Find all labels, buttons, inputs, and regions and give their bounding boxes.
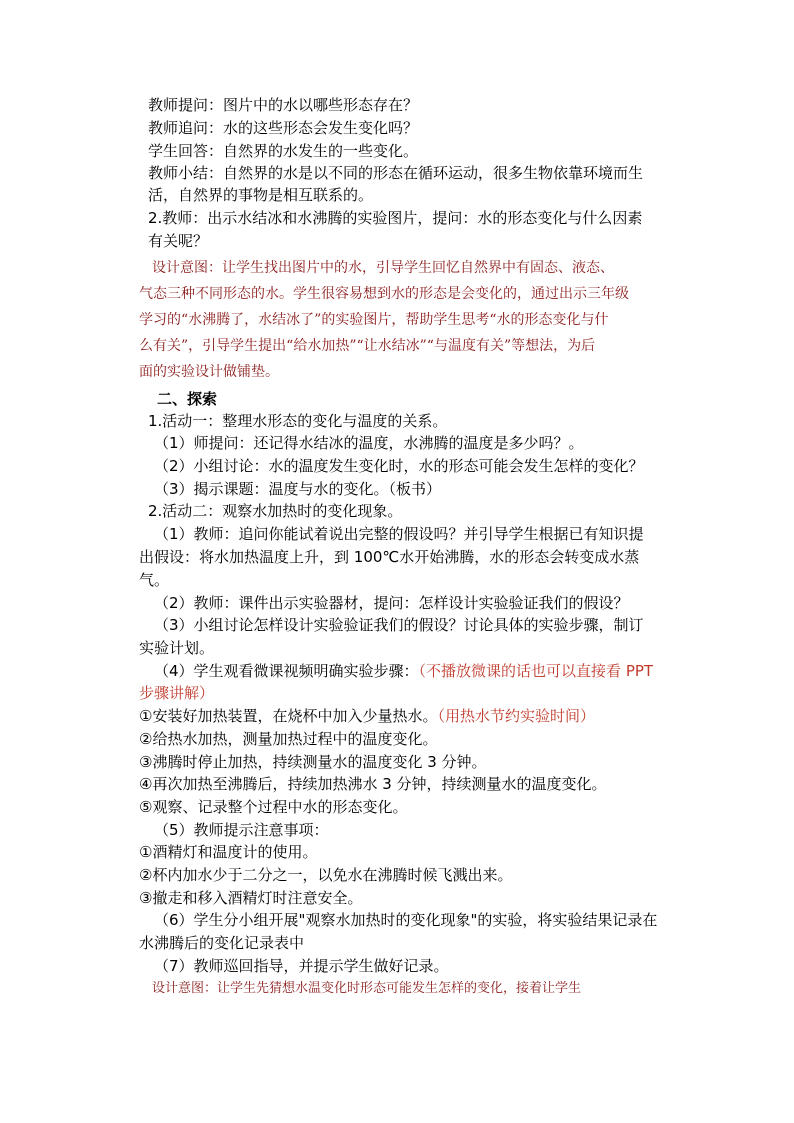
activity1-title: 1.活动一：整理水形态的变化与温度的关系。 — [148, 412, 448, 430]
activity2-item: 实验计划。 — [139, 639, 215, 657]
step-line: ③沸腾时停止加热，持续测量水的温度变化 3 分钟。 — [139, 753, 487, 771]
item4-text: （4）学生观看微课视频明确实验步骤： — [154, 662, 419, 680]
design-intent-line: 面的实验设计做铺垫。 — [139, 364, 279, 380]
activity2-item: （1）教师：追问你能试着说出完整的假设吗？并引导学生根据已有知识提 — [154, 525, 644, 543]
design-intent-line: 设计意图：让学生先猜想水温变化时形态可能发生怎样的变化，接着让学生 — [152, 981, 582, 996]
step-line: ②给热水加热，测量加热过程中的温度变化。 — [139, 730, 438, 748]
intro-line: 教师小结：自然界的水是以不同的形态在循环运动，很多生物依靠环境而生 — [148, 164, 644, 182]
intro-line: 有关呢？ — [148, 232, 209, 250]
intro-line: 学生回答：自然界的水发生的一些变化。 — [148, 142, 419, 160]
design-intent-line: 设计意图：让学生找出图片中的水，引导学生回忆自然界中有固态、液态、 — [152, 260, 614, 276]
note-line: ③撤走和移入酒精灯时注意安全。 — [139, 889, 363, 907]
step-hint: （用热水节约实验时间） — [437, 707, 595, 725]
activity2-item: （7）教师巡回指导，并提示学生做好记录。 — [154, 957, 449, 975]
item4-hint-cont: 步骤讲解） — [139, 684, 215, 702]
activity1-item: （1）师提问：还记得水结冰的温度，水沸腾的温度是多少吗？。 — [154, 434, 584, 452]
activity1-item: （3）揭示课题：温度与水的变化。（板书） — [154, 480, 442, 498]
activity2-item: 出假设：将水加热温度上升，到 100℃水开始沸腾，水的形态会转变成水蒸 — [139, 548, 640, 566]
activity2-item: （6）学生分小组开展"观察水加热时的变化现象"的实验，将实验结果记录在 — [154, 911, 658, 929]
intro-line: 2.教师：出示水结冰和水沸腾的实验图片，提问：水的形态变化与什么因素 — [148, 209, 643, 227]
design-intent-line: 气态三种不同形态的水。学生很容易想到水的形态是会变化的，通过出示三年级 — [139, 286, 629, 302]
step-line: ④再次加热至沸腾后，持续加热沸水 3 分钟，持续测量水的温度变化。 — [139, 775, 607, 793]
step-line: ⑤观察、记录整个过程中水的形态变化。 — [139, 798, 408, 816]
activity2-item: （3）小组讨论怎样设计实验验证我们的假设？讨论具体的实验步骤，制订 — [154, 616, 644, 634]
activity2-item: （2）教师：课件出示实验器材，提问：怎样设计实验验证我们的假设？ — [154, 594, 629, 612]
activity2-item: 气。 — [139, 571, 170, 589]
step-line — [139, 705, 595, 727]
note-line: ①酒精灯和温度计的使用。 — [139, 843, 318, 861]
item4-hint: （不播放微课的话也可以直接看 PPT — [418, 662, 654, 680]
note-line: ②杯内加水少于二分之一，以免水在沸腾时候飞溅出来。 — [139, 866, 513, 884]
activity2-item: （5）教师提示注意事项： — [154, 821, 329, 839]
activity1-item: （2）小组讨论：水的温度发生变化时，水的形态可能会发生怎样的变化？ — [154, 457, 644, 475]
intro-line: 活，自然界的事物是相互联系的。 — [148, 186, 374, 204]
section-title: 二、探索 — [157, 390, 218, 408]
design-intent-line: 学习的“水沸腾了，水结冰了”的实验图片，帮助学生思考“水的形态变化与什 — [139, 312, 609, 328]
intro-line: 教师追问：水的这些形态会发生变化吗？ — [148, 119, 419, 137]
design-intent-line: 么有关”，引导学生提出“给水加热”“让水结冰”“与温度有关”等想法，为后 — [139, 338, 596, 354]
intro-line: 教师提问：图片中的水以哪些形态存在？ — [148, 96, 419, 114]
activity2-title: 2.活动二：观察水加热时的变化现象。 — [148, 502, 403, 520]
activity2-item4 — [154, 660, 653, 682]
activity2-item: 水沸腾后的变化记录表中 — [139, 934, 305, 952]
step-text: ①安装好加热装置，在烧杯中加入少量热水。 — [139, 707, 438, 725]
